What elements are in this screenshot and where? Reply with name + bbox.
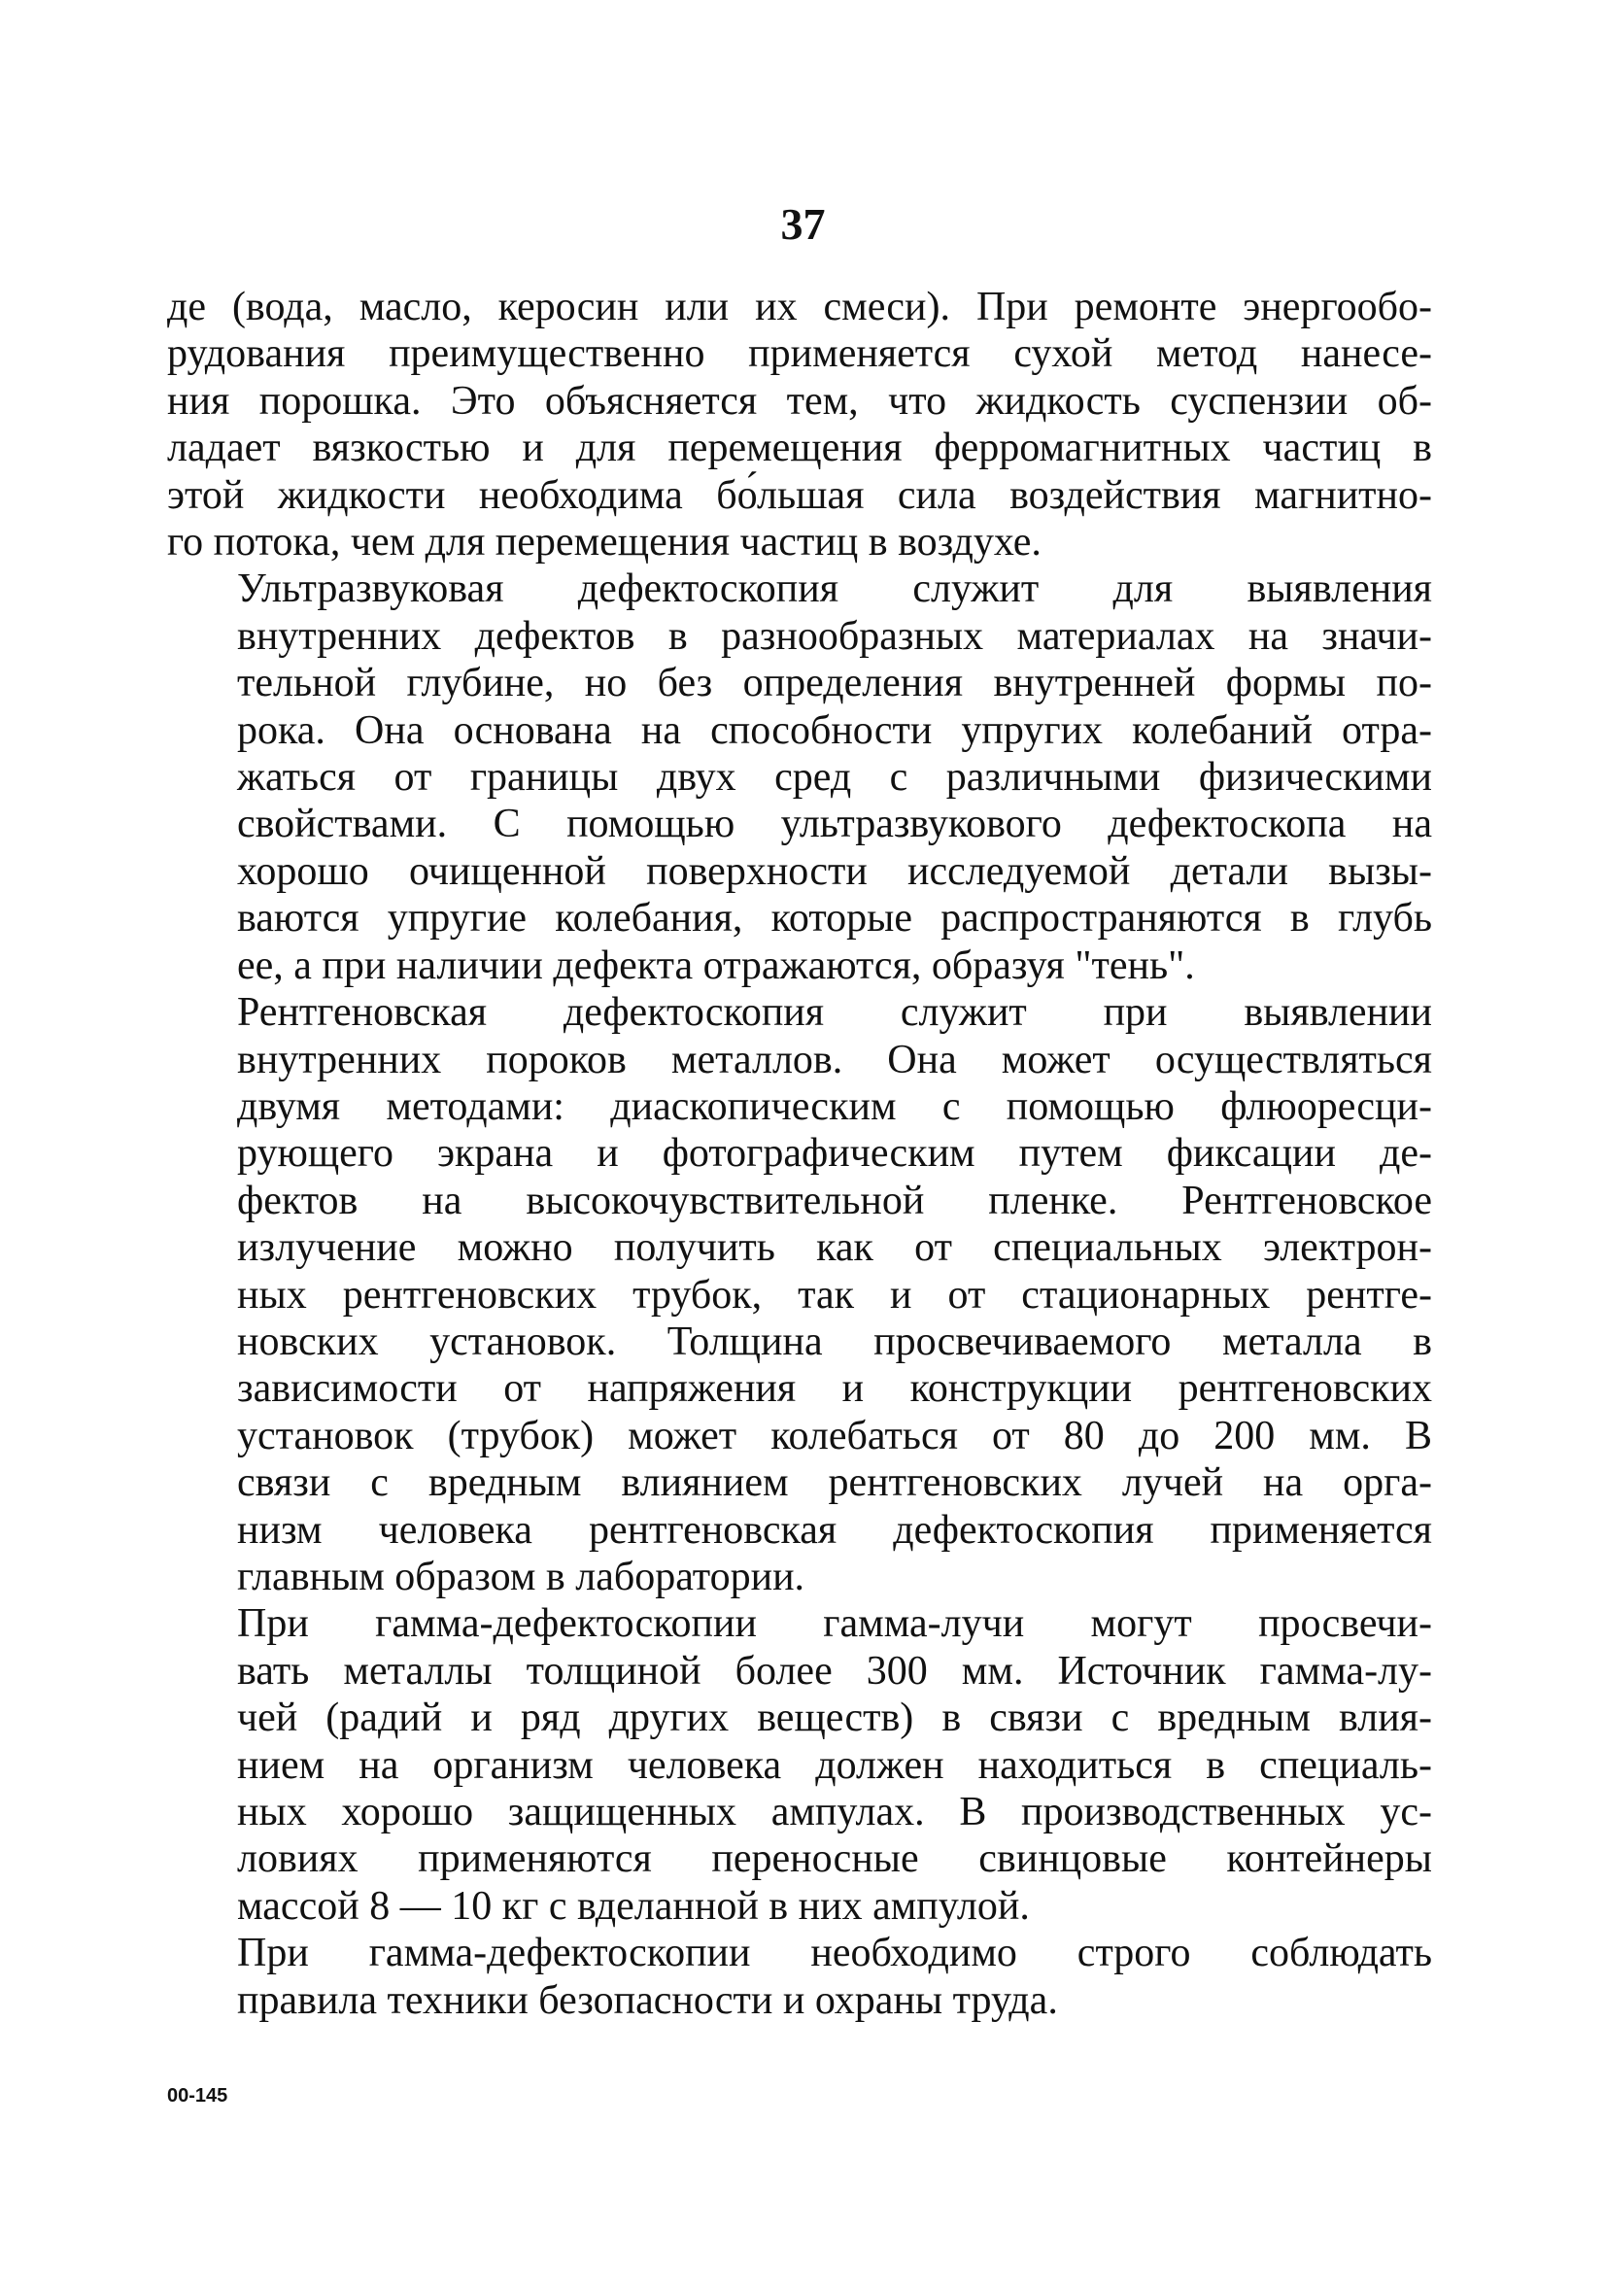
text-line: главным образом в лаборатории. [237,1554,805,1599]
text-line: внутренних дефектов в разнообразных материалах на значи- [237,613,1432,659]
text-line: фектов на высокочувствительной пленке. Рентгеновское [237,1178,1432,1223]
text-line: излучение можно получить как от специальных электрон- [237,1225,1432,1271]
page-body [167,284,1432,2024]
paragraph-gamma [167,1600,1432,1930]
text-line: массой 8 — 10 кг с вделанной в них ампулой. [237,1883,1030,1929]
text-line: рудования преимущественно применяется сухой метод нанесе- [167,331,1432,377]
paragraph-x-ray [167,989,1432,1600]
text-line: установок (трубок) может колебаться от 80 до 200 мм. В [237,1413,1432,1458]
text-line: ее, а при наличии дефекта отражаются, образуя "тень". [237,942,1195,988]
page-number: 37 [780,199,826,249]
text-line: ных рентгеновских трубок, так и от стационарных рентге- [237,1272,1432,1318]
text-line: правила техники безопасности и охраны труда. [237,1977,1058,2023]
text-line: внутренних пороков металлов. Она может осуществляться [237,1037,1432,1082]
text-line: тельной глубине, но без определения внутренней формы по- [237,661,1432,706]
paragraph-safety [167,1930,1432,2024]
paragraph-magnetic-powder [167,284,1432,565]
text-line: го потока, чем для перемещения частиц в воздухе. [167,520,1042,565]
text-line: низм человека рентгеновская дефектоскопия применяется [237,1507,1432,1553]
text-line: хорошо очищенной поверхности исследуемой детали вызы- [237,848,1432,894]
text-line: ловиях применяются переносные свинцовые контейнеры [237,1836,1432,1882]
printer-signature: 00-145 [167,2085,228,2107]
text-line: двумя методами: диаскопическим с помощью флюоресци- [237,1083,1432,1129]
text-line: свойствами. С помощью ультразвукового дефектоскопа на [237,802,1432,847]
text-line: ных хорошо защищенных ампулах. В производственных ус- [237,1790,1432,1834]
text-line: Ультразвуковая дефектоскопия служит для выявления [237,566,1432,612]
text-line: зависимости от напряжения и конструкции рентгеновских [237,1366,1432,1412]
text-line: чей (радий и ряд других веществ) в связи с вредным влия- [237,1696,1432,1741]
text-line: ладает вязкостью и для перемещения ферромагнитных частиц в [167,426,1432,471]
paragraph-ultrasonic [167,565,1432,989]
text-line: ния порошка. Это объясняется тем, что жидкость суспензии об- [167,378,1432,424]
text-line: При гамма-дефектоскопии необходимо строго соблюдать [237,1931,1432,1976]
text-line: При гамма-дефектоскопии гамма-лучи могут просвечи- [237,1601,1432,1647]
text-line: жаться от границы двух сред с различными физическими [237,755,1432,801]
text-line: вать металлы толщиной более 300 мм. Источник гамма-лу- [237,1648,1432,1694]
text-line: связи с вредным влиянием рентгеновских лучей на орга- [237,1460,1432,1506]
text-line: рока. Она основана на способности упругих колебаний отра- [237,707,1432,753]
text-line: нием на организм человека должен находиться в специаль- [237,1742,1432,1788]
text-line: этой жидкости необходима бо́льшая сила воздействия магнитно- [167,472,1432,518]
text-line: рующего экрана и фотографическим путем фиксации де- [237,1131,1432,1177]
text-line: ваются упругие колебания, которые распространяются в глубь [237,896,1432,942]
text-line: Рентгеновская дефектоскопия служит при выявлении [237,990,1432,1036]
text-line: новских установок. Толщина просвечиваемого металла в [237,1319,1432,1364]
text-line: де (вода, масло, керосин или их смеси). При ремонте энергообо- [167,285,1432,329]
